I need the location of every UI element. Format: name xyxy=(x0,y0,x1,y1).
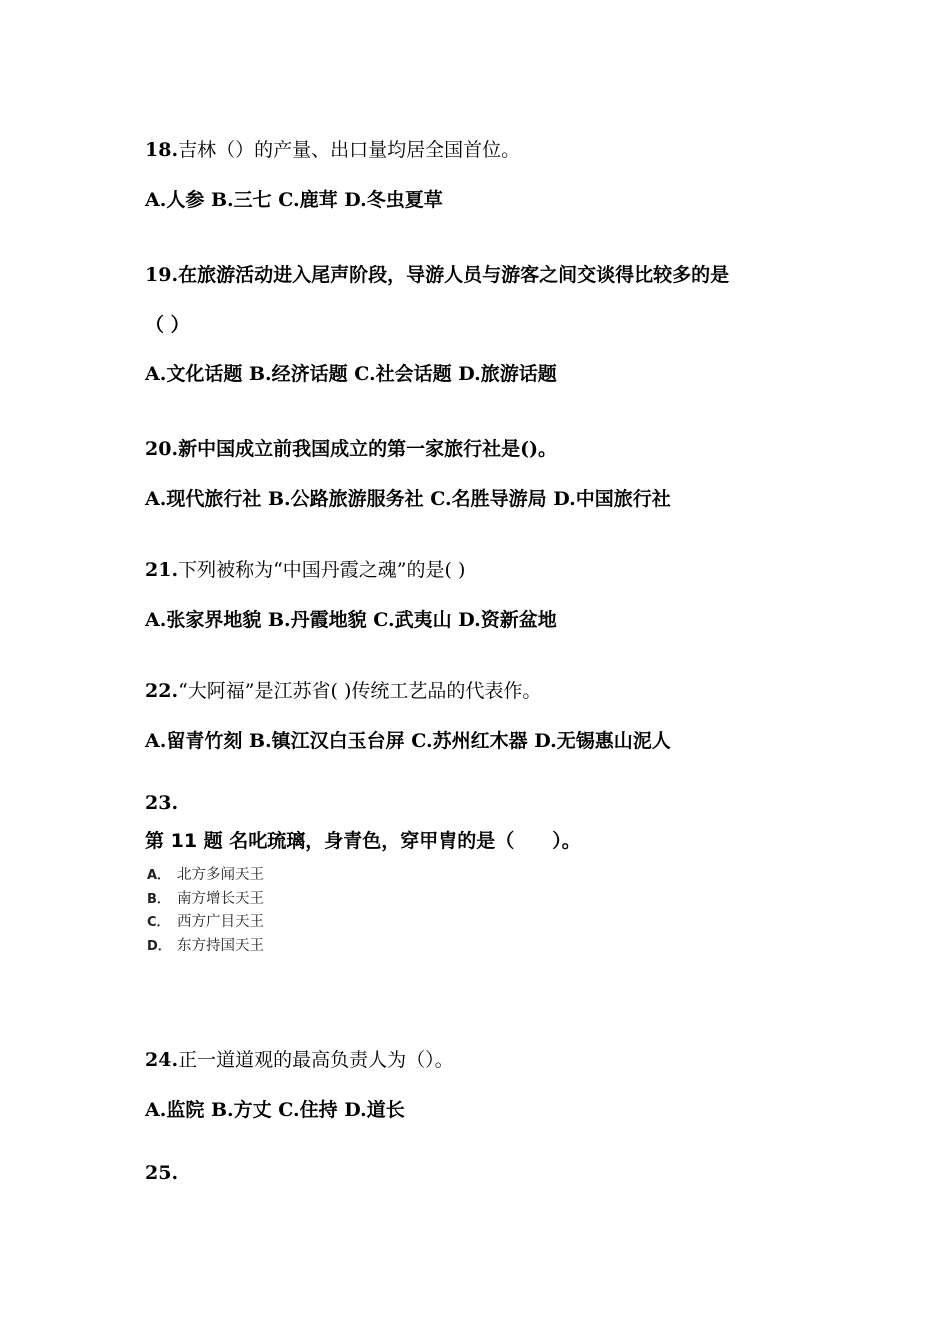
option-letter: B． xyxy=(147,891,170,907)
question-number: 18. xyxy=(145,139,179,161)
question-number: 21. xyxy=(145,559,179,581)
question-text: 下列被称为“中国丹霞之魂”的是( ) xyxy=(178,559,466,581)
question-number: 20. xyxy=(145,438,179,460)
option-letter: D． xyxy=(147,938,171,954)
question-21-options: A.张家界地貌 B.丹霞地貌 C.武夷山 D.资新盆地 xyxy=(145,609,557,631)
option-letter: C． xyxy=(147,915,170,930)
question-19-stem xyxy=(145,263,729,287)
question-23-title: 第 11 题 名叱琉璃，身青色，穿甲胄的是（ ）。 xyxy=(145,830,581,852)
question-23-options xyxy=(147,864,264,958)
option-c xyxy=(147,911,264,935)
question-23-number: 23. xyxy=(145,792,179,814)
option-text: 西方广目天王 xyxy=(177,914,264,930)
option-a xyxy=(147,864,264,888)
question-22-stem xyxy=(145,679,541,703)
question-number: 22. xyxy=(145,680,179,702)
option-d xyxy=(147,935,264,959)
question-text: 正一道道观的最高负责人为（）。 xyxy=(178,1049,454,1071)
question-22-options: A.留青竹刻 B.镇江汉白玉台屏 C.苏州红木器 D.无锡惠山泥人 xyxy=(145,730,671,752)
option-b xyxy=(147,888,264,912)
question-text: 吉林（）的产量、出口量均居全国首位。 xyxy=(178,139,521,161)
question-text: 在旅游活动进入尾声阶段，导游人员与游客之间交谈得比较多的是 xyxy=(178,264,730,286)
question-20-options: A.现代旅行社 B.公路旅游服务社 C.名胜导游局 D.中国旅行社 xyxy=(145,488,671,510)
question-text: “大阿福”是江苏省( )传统工艺品的代表作。 xyxy=(178,680,542,702)
option-text: 南方增长天王 xyxy=(177,890,264,907)
option-text: 北方多闻天王 xyxy=(177,867,264,883)
question-text: 新中国成立前我国成立的第一家旅行社是()。 xyxy=(178,438,558,460)
question-18-stem xyxy=(145,138,520,162)
question-25-number: 25. xyxy=(145,1162,179,1184)
question-18-options: A.人参 B.三七 C.鹿茸 D.冬虫夏草 xyxy=(145,189,443,211)
question-19-stem-continued: （ ） xyxy=(145,314,190,336)
question-20-stem xyxy=(145,437,557,461)
question-number: 19. xyxy=(145,264,179,286)
question-19-options: A.文化话题 B.经济话题 C.社会话题 D.旅游话题 xyxy=(145,363,557,385)
question-21-stem xyxy=(145,558,465,582)
question-24-options: A.监院 B.方丈 C.住持 D.道长 xyxy=(145,1099,405,1121)
option-text: 东方持国天王 xyxy=(177,937,264,954)
question-24-stem xyxy=(145,1048,454,1072)
question-number: 24. xyxy=(145,1049,179,1071)
option-letter: A． xyxy=(147,868,171,883)
